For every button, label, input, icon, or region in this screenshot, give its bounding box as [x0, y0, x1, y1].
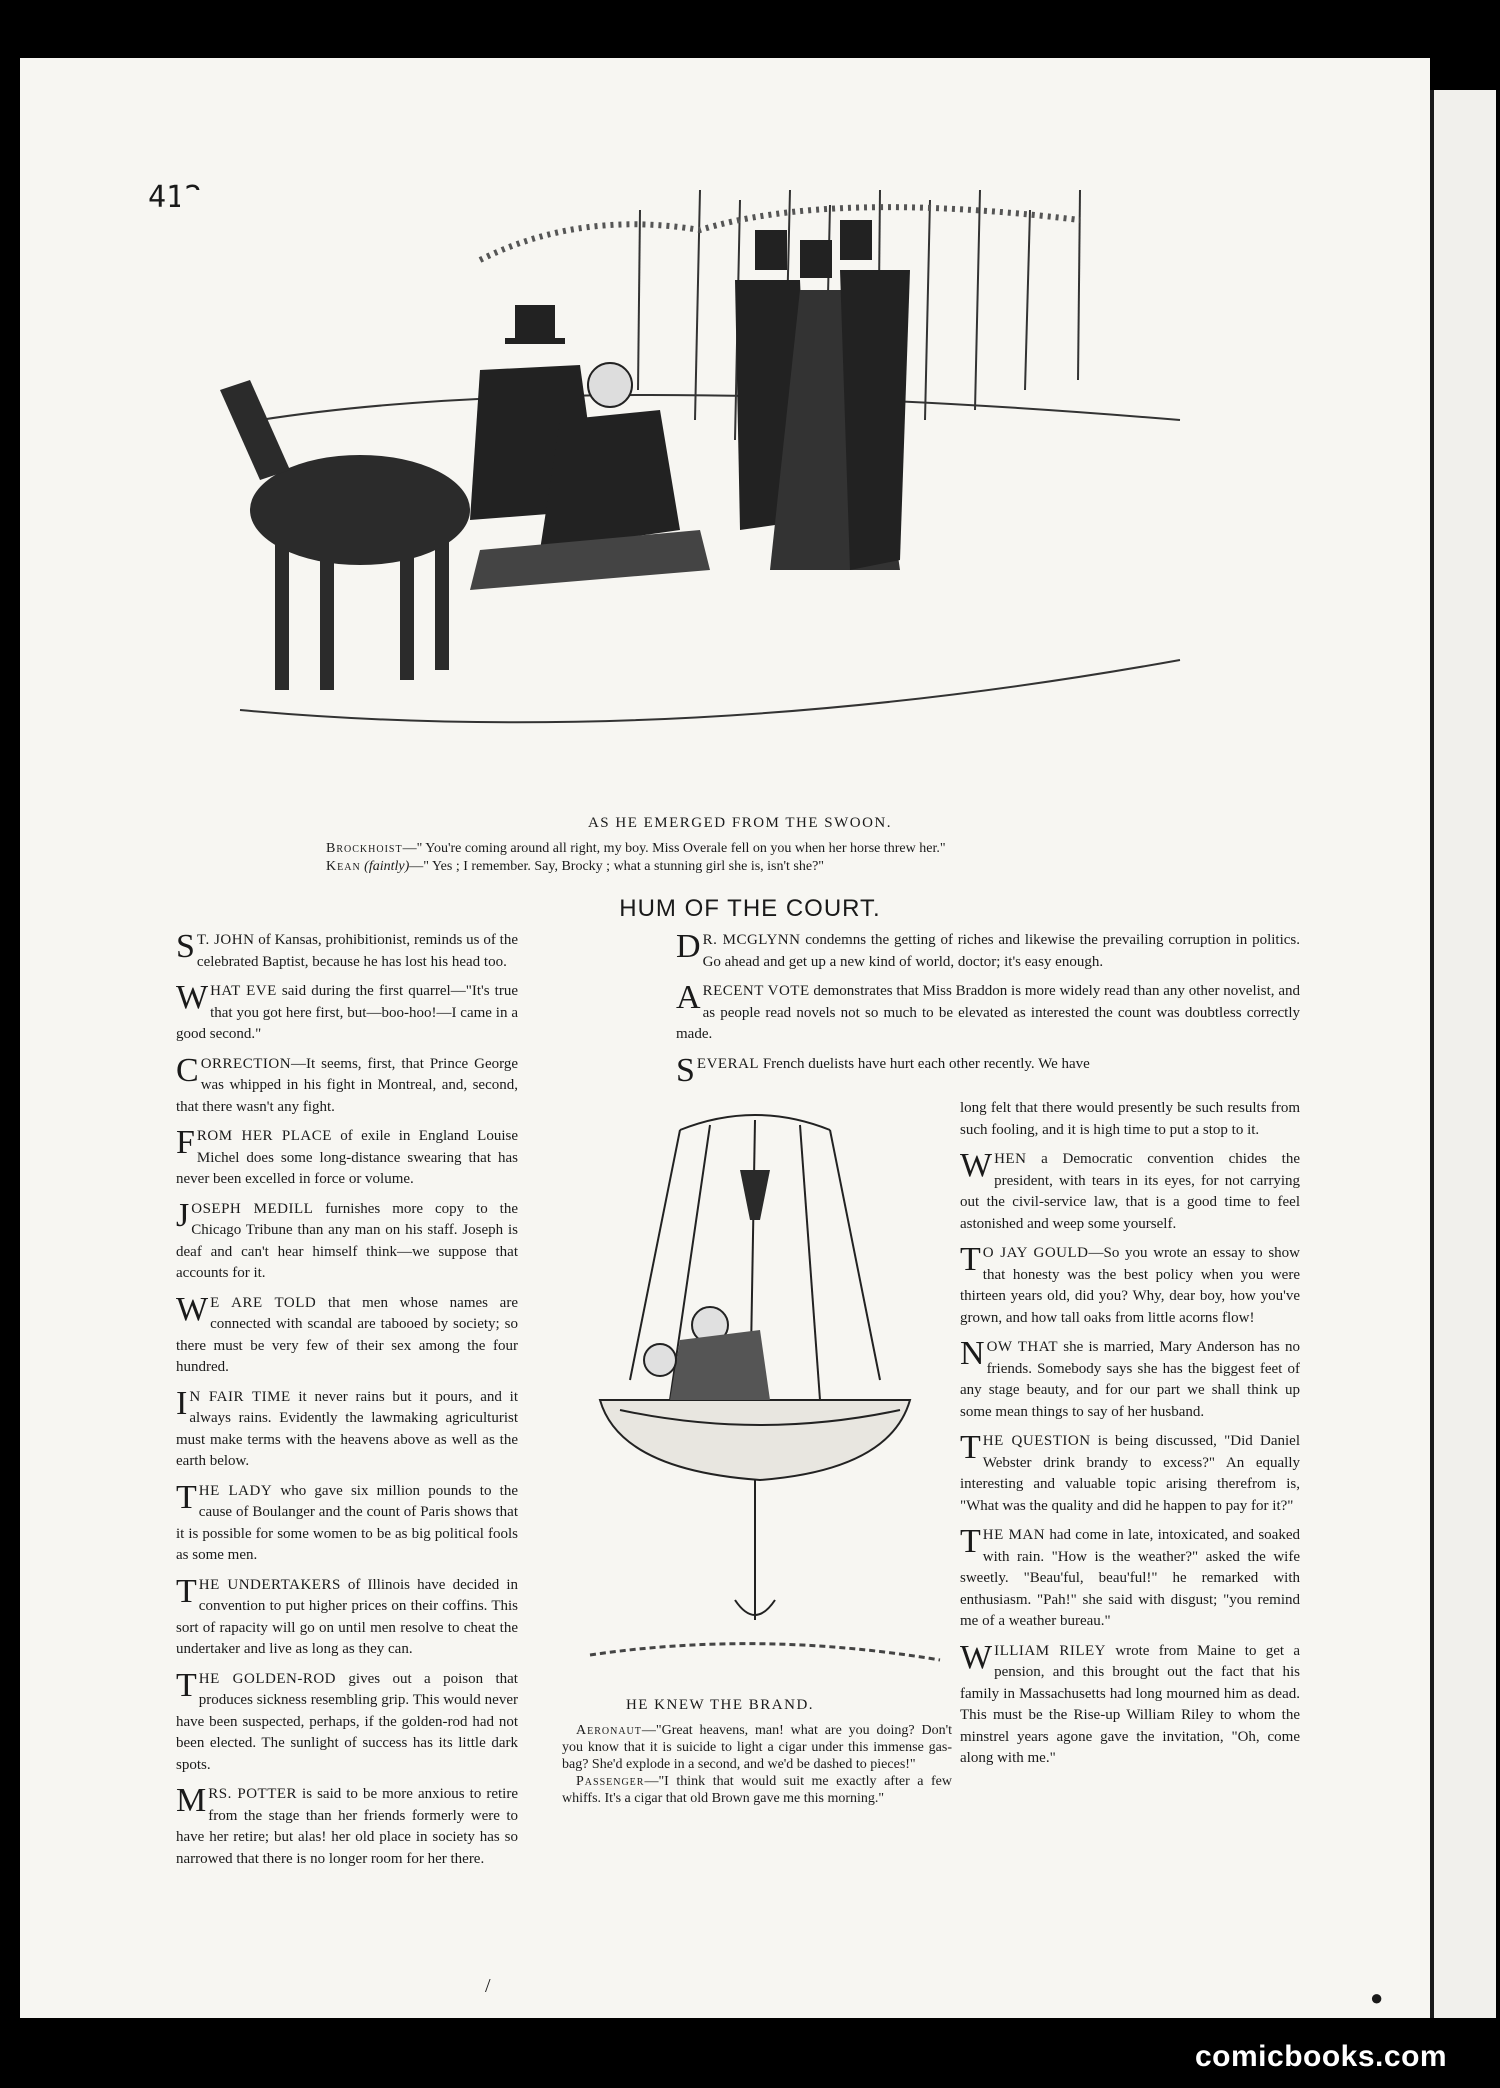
paragraph-text: wrote from Maine to get a pension, and this brought out the fact that his family in Massachusetts had long mourned him as dead. This must be the Rise-up William Riley to whom the minstrel years agone gave the invitation, "Oh, come along with me." [960, 1642, 1300, 1766]
lead-in: OW THAT [986, 1339, 1059, 1355]
paragraph [176, 1666, 518, 1777]
paragraph-text: French duelists have hurt each other recently. We have [759, 1055, 1090, 1072]
lead-in: HE QUESTION [982, 1433, 1091, 1449]
paragraph-text: who gave six million pounds to the cause of Boulanger and the count of Paris shows that it is possible for some women to be as big political fools as some men. [176, 1482, 518, 1563]
paragraph [960, 1098, 1300, 1141]
top-caption-line-1 [326, 840, 946, 858]
page-number: 412 [148, 180, 203, 215]
drop-cap: A [676, 979, 701, 1016]
speaker-brockhoist: Brockhoist [326, 841, 403, 856]
balloon-caption [562, 1722, 952, 1807]
brockhoist-quote: —" You're coming around all right, my boy. Miss Overale fell on you when her horse threw her." [402, 841, 946, 856]
lead-in: ORRECTION [200, 1055, 292, 1072]
watermark: comicbooks.com [1195, 2040, 1448, 2073]
paragraph [960, 1431, 1300, 1517]
paragraph-text: demonstrates that Miss Braddon is more widely read than any other novelist, and as people read novels not so much to be elevated as interested the count was doubtless correctly made. [676, 983, 1300, 1042]
lead-in: HE GOLDEN-ROD [198, 1670, 336, 1687]
paragraph [176, 1384, 518, 1473]
speaker-passenger: Passenger [576, 1774, 645, 1789]
drop-cap: T [960, 1429, 981, 1466]
lead-in: HEN [994, 1151, 1027, 1167]
paragraph-text: long felt that there would presently be such results from such fooling, and it is high time to put a stop to it. [960, 1100, 1300, 1138]
paragraph [176, 930, 518, 973]
paragraph [960, 1149, 1300, 1235]
drop-cap: S [176, 928, 195, 965]
facing-page-edge [1430, 90, 1496, 2018]
stage-direction: (faintly) [364, 859, 410, 874]
paragraph [676, 981, 1300, 1046]
paragraph-text: gives out a poison that produces sickness resembling grip. This would never have been suspected, perhaps, if the golden-rod had not been elected. The sunlight of success has its little dark spots. [176, 1670, 518, 1773]
speaker-kean: Kean [326, 859, 361, 874]
paragraph-text: is being discussed, "Did Daniel Webster drink brandy to excess?" An equally interesting and valuable topic arising therefrom is, "What was the quality and did he happen to pay for it?" [960, 1433, 1300, 1514]
paragraph [176, 981, 518, 1046]
drop-cap: W [176, 979, 209, 1016]
paragraph [960, 1638, 1300, 1770]
drop-cap: W [176, 1290, 209, 1328]
lead-in: EVERAL [696, 1055, 760, 1072]
paragraph-text: of Illinois have decided in convention to put higher prices on their coffins. This sort of rapacity will go on until men resolve to cheat the undertaker and live as long as they can. [176, 1576, 518, 1657]
paragraph-text: had come in late, intoxicated, and soaked with rain. "How is the weather?" asked the wife sweetly. "Beau'ful, beau'ful!" he remarked with enthusiasm. "Pah!" she said with disgust; "you remind me of a weather bureau." [960, 1527, 1300, 1629]
lead-in: T. JOHN [196, 932, 255, 948]
lead-in: ILLIAM RILEY [994, 1642, 1107, 1659]
paragraph [960, 1243, 1300, 1329]
drop-cap: J [176, 1196, 190, 1234]
paragraph [176, 1051, 518, 1119]
drop-cap: T [960, 1523, 981, 1560]
drop-cap: T [176, 1666, 197, 1704]
column-right [960, 1098, 1300, 1778]
paragraph-text: —So you wrote an essay to show that honesty was the best policy when you were thirteen years old, did you? Why, dear boy, how you've grown, and how tall oaks from little acorns flow! [960, 1245, 1300, 1326]
paragraph [176, 1126, 518, 1191]
lead-in: R. MCGLYNN [702, 932, 801, 948]
aeronaut-line [562, 1722, 952, 1773]
top-caption-line-2 [326, 858, 824, 876]
drop-cap: S [676, 1051, 695, 1089]
drop-cap: W [960, 1638, 993, 1676]
drop-cap: T [960, 1241, 981, 1278]
top-illustration [180, 190, 1310, 800]
lead-in: O JAY GOULD [982, 1245, 1089, 1261]
passenger-quote: —"I think that would suit me exactly after a few whiffs. It's a cigar that old Brown gave me this morning." [562, 1774, 952, 1806]
lead-in: E ARE TOLD [210, 1294, 317, 1311]
lead-in: HAT EVE [210, 983, 277, 999]
drop-cap: T [176, 1478, 197, 1516]
print-mark: / [485, 1975, 491, 1997]
drop-cap: D [676, 928, 701, 965]
drop-cap: I [176, 1384, 188, 1422]
drop-cap: T [176, 1572, 197, 1610]
paragraph-text: —It seems, first, that Prince George was whipped in his fight in Montreal, and, second, that there wasn't any fight. [176, 1055, 518, 1115]
paragraph-text: a Democratic convention chides the president, with tears in its eyes, for not carrying out the civil-service law, that is a good time to feel astonished and weep some yourself. [960, 1151, 1300, 1232]
paragraph [176, 1572, 518, 1661]
lead-in: RS. POTTER [208, 1786, 298, 1802]
paragraph-text: condemns the getting of riches and likewise the prevailing corruption in politics. Go ahead and get up a new kind of world, doctor; it's easy enough. [702, 932, 1300, 970]
paragraph [960, 1525, 1300, 1633]
lead-in: ROM HER PLACE [196, 1128, 332, 1144]
paragraph [176, 1478, 518, 1567]
column-right-top [676, 930, 1300, 1088]
paragraph [176, 1290, 518, 1379]
drop-cap: C [176, 1051, 199, 1089]
lead-in: HE MAN [982, 1527, 1046, 1543]
balloon-illustration [560, 1110, 950, 1690]
drop-cap: W [960, 1147, 993, 1184]
passenger-line [562, 1773, 952, 1807]
top-caption-title: AS HE EMERGED FROM THE SWOON. [587, 815, 893, 831]
paragraph [676, 1051, 1300, 1089]
drop-cap: M [176, 1782, 207, 1819]
lead-in: HE LADY [198, 1482, 273, 1499]
paragraph-text: of exile in England Louise Michel does some long-distance swearing that has never been excelled in force or volume. [176, 1128, 518, 1187]
aeronaut-quote: —"Great heavens, man! what are you doing? Don't you know that it is suicide to light a cigar under this immense gas-bag? She'd explode in a second, and we'd be dashed to pieces!" [562, 1723, 952, 1772]
lead-in: RECENT VOTE [702, 983, 810, 999]
paragraph-text: said during the first quarrel—"It's true that you got here first, but—boo-hoo!—I came in a good second." [176, 983, 518, 1042]
lead-in: OSEPH MEDILL [191, 1200, 314, 1217]
drop-cap: N [960, 1335, 985, 1372]
paragraph [960, 1337, 1300, 1423]
paragraph [176, 1196, 518, 1285]
paragraph-text: furnishes more copy to the Chicago Tribune than any man on his staff. Joseph is deaf and can't hear himself think—we suppose that accounts for it. [176, 1200, 518, 1281]
corner-mark: ● [1370, 1985, 1384, 2010]
paragraph-text: of Kansas, prohibitionist, reminds us of the celebrated Baptist, because he has lost his head too. [196, 932, 518, 970]
lead-in: HE UNDERTAKERS [198, 1576, 341, 1593]
article-headline: HUM OF THE COURT. [619, 895, 881, 922]
speaker-aeronaut: Aeronaut [576, 1723, 642, 1738]
paragraph-text: is said to be more anxious to retire from the stage than her friends formerly were to have her retire; but alas! her old place in society has so narrowed that there is no longer room for her there. [176, 1786, 518, 1867]
balloon-caption-title: HE KNEW THE BRAND. [625, 1697, 815, 1713]
paragraph-text: that men whose names are connected with scandal are tabooed by society; so there must be very few of their sex among the four hundred. [176, 1294, 518, 1375]
kean-quote: —" Yes ; I remember. Say, Brocky ; what a stunning girl she is, isn't she?" [409, 859, 825, 874]
paragraph [176, 1784, 518, 1870]
column-left [176, 930, 518, 1878]
paragraph [676, 930, 1300, 973]
paragraph-text: she is married, Mary Anderson has no friends. Somebody says she has the biggest feet of any stage beauty, and for our part we shall think up some mean things to say of her husband. [960, 1339, 1300, 1420]
lead-in: N FAIR TIME [189, 1388, 291, 1405]
drop-cap: F [176, 1124, 195, 1161]
paragraph-text: it never rains but it pours, and it always rains. Evidently the lawmaking agriculturist must make terms with the heavens above as well as the earth below. [176, 1388, 518, 1469]
